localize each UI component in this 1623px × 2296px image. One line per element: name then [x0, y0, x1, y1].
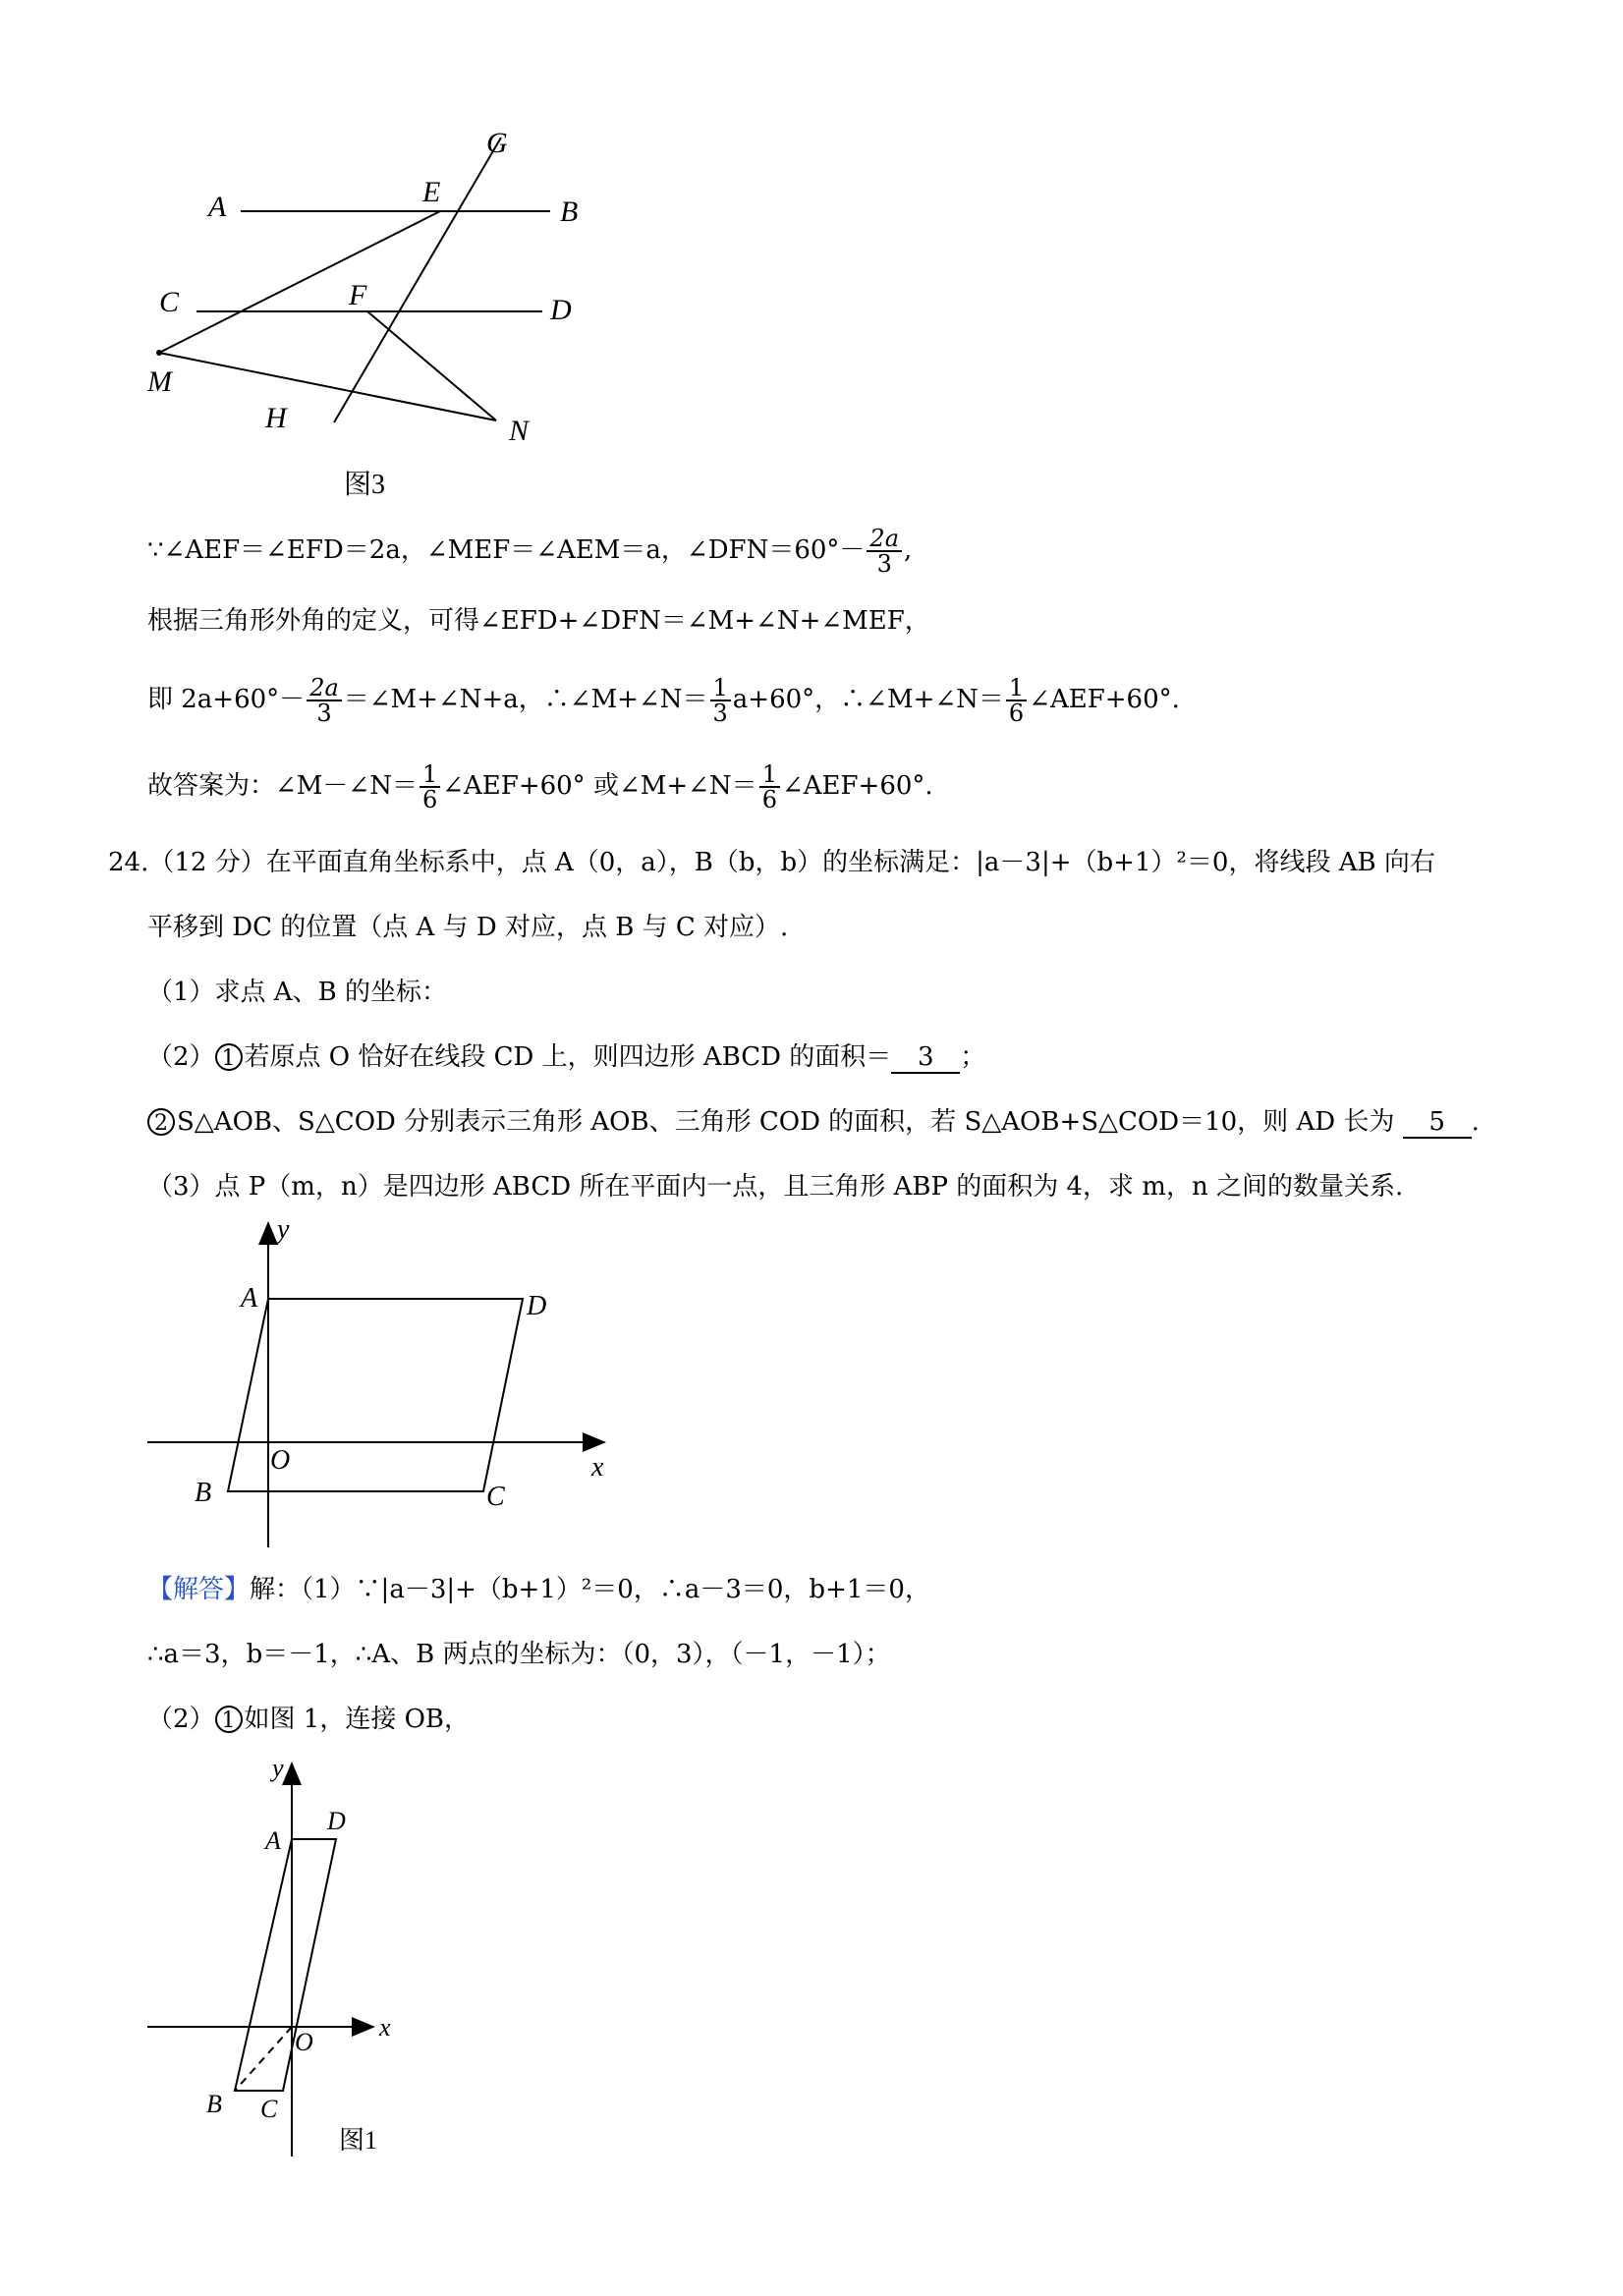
q24-part3: （3）点 P（m，n）是四边形 ABCD 所在平面内一点，且三角形 ABP 的面积为 4，求 m，n 之间的数量关系. — [147, 1172, 1404, 1202]
fraction: $\frac{1}{6}$ — [420, 762, 440, 812]
sol23-line1-text: ∠AEF＝∠EFD＝2a，∠MEF＝∠AEM＝a，∠DFN＝60°－ — [163, 535, 866, 565]
q24-part2b: 2 S△AOB、S△COD 分别表示三角形 AOB、三角形 COD 的面积，若 S△AOB+S△COD＝10，则 AD 长为 5 . — [147, 1102, 1480, 1142]
line-ME — [159, 211, 440, 353]
circled-number: 1 — [215, 1043, 243, 1071]
segment-OB — [235, 2027, 292, 2091]
q24-line1: 24.（12 分）在平面直角坐标系中，点 A（0，a），B（b，b）的坐标满足：|a－3|+（b+1）²＝0，将线段 AB 向右 — [108, 848, 1435, 877]
because-symbol: ∵ — [147, 535, 164, 565]
sol23-line3: 即 2a+60°－ $\frac{2a}{3}$ ＝∠M+∠N+a，∴∠M+∠N＝ $\frac{1}{3}$ a+60°，∴∠M+∠N＝ $\frac{1}{6}$ ∠AEF+60°. — [147, 674, 1180, 727]
label-M: M — [147, 365, 172, 398]
label-B: B — [560, 196, 579, 228]
label-D: D — [527, 1291, 547, 1321]
figure-1-diagram — [138, 1759, 452, 2171]
label-A: A — [241, 1283, 258, 1314]
label-A: A — [208, 191, 227, 223]
label-y: y — [277, 1218, 290, 1245]
fraction: $\frac{1}{3}$ — [710, 676, 731, 725]
sol24-line3: （2） 1 如图 1，连接 OB， — [147, 1705, 471, 1734]
sol24-line2: ∴a＝3，b＝－1，∴A、B 两点的坐标为：（0，3），（－1，－1）； — [147, 1640, 891, 1669]
circled-number: 2 — [147, 1108, 175, 1136]
fraction: $\frac{1}{6}$ — [1006, 676, 1027, 725]
sol23-line2: 根据三角形外角的定义，可得∠EFD+∠DFN＝∠M+∠N+∠MEF， — [147, 606, 930, 636]
label-H: H — [265, 402, 287, 434]
q24-part1: （1）求点 A、B 的坐标： — [147, 978, 447, 1007]
fraction: $\frac{2a}{3}$ — [307, 676, 342, 725]
sol24-line1: 【解答】解：（1）∵|a－3|+（b+1）²＝0，∴a－3＝0，b+1＝0， — [147, 1575, 930, 1604]
figure-1-caption: 图1 — [339, 2126, 378, 2155]
line-MN — [159, 353, 496, 420]
line-FN — [367, 311, 496, 420]
sol23-line4: 故答案为：∠M－∠N＝ $\frac{1}{6}$ ∠AEF+60° 或∠M+∠N＝ $\frac{1}{6}$ ∠AEF+60°. — [147, 760, 933, 813]
label-B: B — [195, 1478, 212, 1508]
label-C: C — [260, 2095, 278, 2123]
fraction: $\frac{2a}{3}$ — [867, 527, 902, 576]
q24-part2a: （2） 1 若原点 O 恰好在线段 CD 上，则四边形 ABCD 的面积＝ 3 ； — [147, 1042, 986, 1072]
label-C: C — [159, 286, 180, 318]
label-G: G — [486, 127, 508, 159]
label-O: O — [270, 1445, 291, 1476]
label-x: x — [379, 2013, 391, 2042]
label-x: x — [591, 1452, 604, 1483]
parallelogram-ABCD — [235, 1839, 336, 2091]
label-F: F — [349, 279, 367, 311]
q24-main-diagram — [138, 1218, 629, 1552]
answer-blank: 3 — [891, 1042, 960, 1074]
solution-tag: 【解答】 — [147, 1575, 251, 1604]
label-B: B — [206, 2090, 222, 2118]
label-E: E — [422, 176, 441, 208]
sol23-line1: ∵∠AEF＝∠EFD＝2a，∠MEF＝∠AEM＝a，∠DFN＝60°－ $\frac{2a}{3}$ , — [147, 525, 913, 578]
label-C: C — [486, 1482, 505, 1512]
label-D: D — [327, 1807, 346, 1835]
label-D: D — [550, 294, 572, 326]
label-y: y — [272, 1759, 284, 1782]
figure-3-caption: 图3 — [344, 470, 386, 500]
fraction: $\frac{1}{6}$ — [759, 762, 780, 812]
answer-blank: 5 — [1403, 1107, 1472, 1139]
figure-3-diagram — [138, 118, 629, 501]
label-N: N — [509, 415, 530, 447]
label-O: O — [295, 2028, 313, 2056]
circled-number: 1 — [215, 1706, 243, 1733]
label-A: A — [265, 1826, 281, 1855]
q24-line2: 平移到 DC 的位置（点 A 与 D 对应，点 B 与 C 对应）. — [147, 913, 789, 942]
